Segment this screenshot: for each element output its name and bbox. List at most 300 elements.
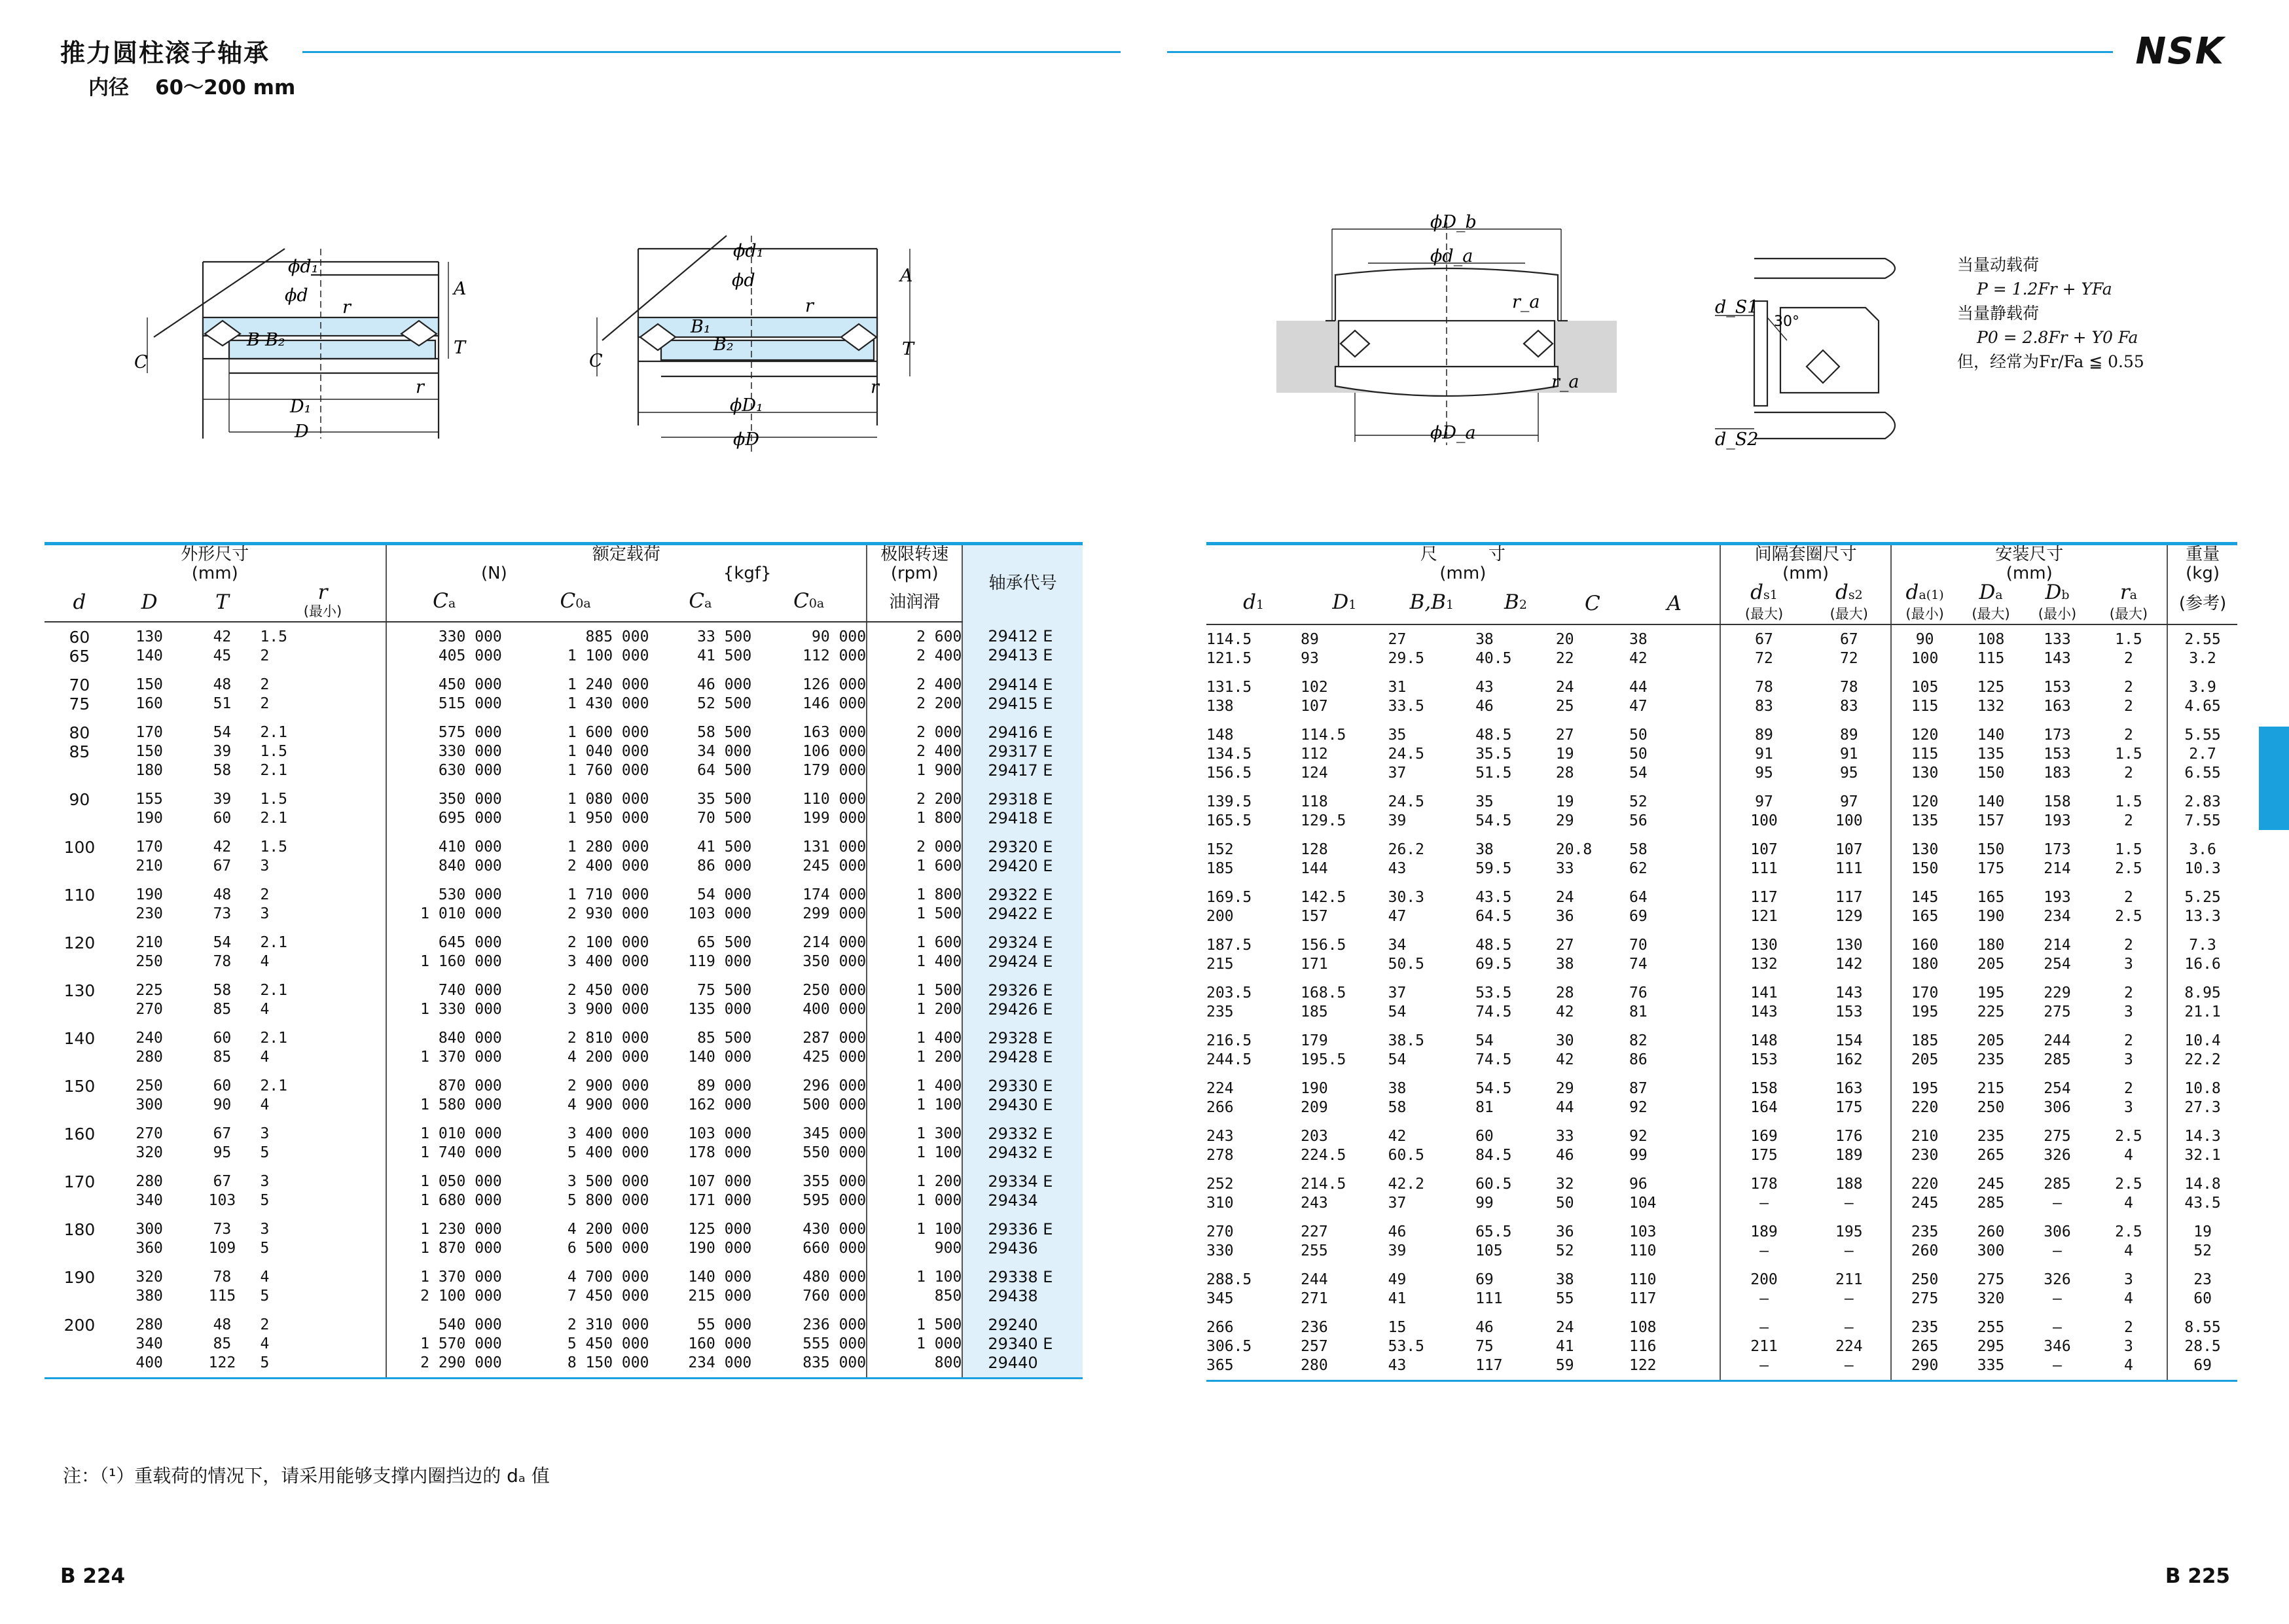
cell-ds1: 130 132 xyxy=(1750,937,1778,973)
dyn-load-formula: P = 1.2Fr + YFa xyxy=(1977,280,2112,298)
cell-c: 24 36 xyxy=(1555,889,1574,925)
header-rule-right xyxy=(1167,51,2113,53)
col-da: da(1) (最小) xyxy=(1891,583,1957,624)
table-row xyxy=(1206,1170,2237,1218)
group-spacer: 间隔套圈尺寸 (mm) xyxy=(1720,544,1892,584)
cell-code: 29330 E 29430 E xyxy=(962,1072,1083,1119)
cell-w: 3.9 4.65 xyxy=(2184,679,2221,715)
cell-rpm: 2 400 2 200 xyxy=(867,670,962,718)
col-C: C xyxy=(1556,583,1629,624)
dim2-r2-label: r xyxy=(871,377,879,397)
cell-ca_n: 1 050 000 1 680 000 xyxy=(420,1173,502,1209)
cell-D: 190 230 xyxy=(135,886,163,922)
cell-r: 1.5 3 xyxy=(260,833,386,880)
spacer-diagram xyxy=(1715,242,1905,458)
cell-c: 20.8 33 xyxy=(1555,841,1593,877)
cell-r: 3 5 xyxy=(260,1119,386,1167)
cell-Db: 244 285 xyxy=(2044,1032,2071,1068)
cell-w: 8.55 28.5 69 xyxy=(2167,1313,2237,1381)
cell-D: 225 270 xyxy=(135,982,163,1018)
dim2-d1-label: ϕd₁ xyxy=(733,241,764,261)
cell-c0a_n: 4 700 000 7 450 000 xyxy=(567,1269,649,1305)
cell-ds2: — 224 — xyxy=(1807,1313,1891,1381)
table-row xyxy=(45,1167,1083,1215)
cell-d1: 203.5 235 xyxy=(1206,984,1252,1020)
dim2-T-label: T xyxy=(902,339,914,359)
cell-ca_n: 740 000 1 330 000 xyxy=(420,982,502,1018)
table-row xyxy=(1206,1122,2237,1170)
cell-b: 46 39 xyxy=(1388,1223,1407,1259)
cell-ca_n: 540 000 1 570 000 2 290 000 xyxy=(386,1310,502,1379)
cell-T: 73 109 xyxy=(208,1221,236,1257)
table-row xyxy=(1206,1218,2237,1265)
cell-d1: 169.5 200 xyxy=(1206,889,1252,925)
cell-Db: 285 — xyxy=(2044,1176,2071,1212)
cell-d: 100 xyxy=(63,838,96,857)
bearing-diagram-2 xyxy=(589,216,929,458)
dim-ds2-label: d_S2 xyxy=(1715,429,1759,450)
cell-a: 87 92 xyxy=(1629,1074,1720,1122)
cell-ds2: 195 — xyxy=(1807,1218,1891,1265)
cell-b: 35 24.5 37 xyxy=(1388,727,1424,782)
cell-ds1: 97 100 xyxy=(1750,793,1778,829)
cell-D: 300 360 xyxy=(135,1221,163,1257)
cell-ds1: 178 — xyxy=(1750,1176,1778,1212)
col-Ca-N: Ca xyxy=(386,583,502,622)
cell-c0a_k: 250 000 400 000 xyxy=(751,976,867,1024)
cell-D1: 203 224.5 xyxy=(1301,1128,1346,1164)
cell-T: 67 103 xyxy=(208,1173,236,1209)
cell-d1: 216.5 244.5 xyxy=(1206,1032,1252,1068)
cell-b2: 43.5 64.5 xyxy=(1475,889,1512,925)
cell-ca_k: 65 500 119 000 xyxy=(688,934,752,970)
cell-ca_n: 1 230 000 1 870 000 xyxy=(420,1221,502,1257)
cell-d: 130 xyxy=(63,981,96,1000)
cell-T: 42 45 xyxy=(213,628,232,664)
dim-ra2-label: r_a xyxy=(1551,372,1579,392)
cell-r: 2.1 4 xyxy=(260,976,386,1024)
cell-c0a_k: 480 000 760 000 xyxy=(751,1263,867,1310)
cell-D1: 168.5 185 xyxy=(1301,984,1346,1020)
cell-a: 58 62 xyxy=(1629,835,1720,883)
table-row xyxy=(1206,721,2237,787)
cell-ds2: 78 83 xyxy=(1807,673,1891,721)
header-rule-left xyxy=(302,51,1121,53)
cell-ca_k: 103 000 178 000 xyxy=(688,1125,752,1161)
dim2-A-label: A xyxy=(900,266,913,286)
cell-a: 103 110 xyxy=(1629,1218,1720,1265)
cell-code: 29326 E 29426 E xyxy=(962,976,1083,1024)
cell-r: 3 5 xyxy=(260,1215,386,1263)
cell-Db: 173 214 xyxy=(2044,841,2071,877)
cell-code: 29318 E 29418 E xyxy=(962,785,1083,833)
dim2-C-label: C xyxy=(589,351,603,371)
cell-d1: 131.5 138 xyxy=(1206,679,1252,715)
cell-b: 24.5 39 xyxy=(1388,793,1424,829)
dim-ds1-label: d_S1 xyxy=(1715,297,1759,317)
cell-d: 150 xyxy=(63,1077,96,1096)
cell-ca_k: 54 000 103 000 xyxy=(688,886,752,922)
cell-ds2: 130 142 xyxy=(1807,931,1891,979)
cell-T: 54 78 xyxy=(213,934,232,970)
section-thumb-tab xyxy=(2259,727,2289,830)
table-row xyxy=(45,976,1083,1024)
cell-c0a_n: 1 080 000 1 950 000 xyxy=(567,791,649,827)
cell-b: 31 33.5 xyxy=(1388,679,1424,715)
cell-a: 96 104 xyxy=(1629,1170,1720,1218)
cell-w: 2.83 7.55 xyxy=(2184,793,2221,829)
table-row xyxy=(45,1072,1083,1119)
cell-ca_n: 450 000 515 000 xyxy=(438,676,502,712)
cell-w: 2.55 3.2 xyxy=(2184,631,2221,667)
cell-T: 54 39 58 xyxy=(213,724,232,779)
cell-D1: 179 195.5 xyxy=(1301,1032,1346,1068)
cell-c: 33 46 xyxy=(1555,1128,1574,1164)
dim-d-label: ϕd xyxy=(285,285,308,306)
cell-a: 108 116 122 xyxy=(1629,1313,1720,1381)
cell-D: 240 280 xyxy=(135,1030,163,1066)
cell-c0a_k: 296 000 500 000 xyxy=(751,1072,867,1119)
cell-w: 10.8 27.3 xyxy=(2184,1080,2221,1116)
col-oil: 油润滑 xyxy=(867,583,962,622)
cell-code: 29336 E 29436 xyxy=(962,1215,1083,1263)
cell-ds2: 117 129 xyxy=(1807,883,1891,931)
table-row xyxy=(45,928,1083,976)
mounting-diagram xyxy=(1276,209,1623,458)
cell-ds1: 200 — xyxy=(1750,1271,1778,1307)
cell-T: 78 115 xyxy=(208,1269,236,1305)
cell-c: 28 42 xyxy=(1555,984,1574,1020)
col-A: A xyxy=(1629,583,1720,624)
cell-ds2: 143 153 xyxy=(1807,979,1891,1026)
cell-ra: 1.5 2 xyxy=(2091,624,2167,673)
cell-ds1: 117 121 xyxy=(1750,889,1778,925)
cell-c0a_n: 1 600 000 1 040 000 1 760 000 xyxy=(567,724,649,779)
cell-D: 170 150 180 xyxy=(135,724,163,779)
cell-ds1: 67 72 xyxy=(1755,631,1773,667)
cell-r: 3 5 xyxy=(260,1167,386,1215)
table-row xyxy=(1206,1074,2237,1122)
cell-b2: 54 74.5 xyxy=(1475,1032,1512,1068)
cell-r: 1.5 2.1 xyxy=(260,785,386,833)
page-subtitle xyxy=(88,71,295,100)
cell-da: 235 265 290 xyxy=(1891,1313,1957,1381)
col-B2: B2 xyxy=(1475,583,1556,624)
dim-d1-label: ϕd₁ xyxy=(288,257,319,277)
cell-T: 58 85 xyxy=(213,982,232,1018)
cell-c0a_k: 430 000 660 000 xyxy=(751,1215,867,1263)
cell-w: 3.6 10.3 xyxy=(2184,841,2221,877)
cell-D: 280 340 xyxy=(135,1173,163,1209)
cell-r: 4 5 xyxy=(260,1263,386,1310)
cell-ds1: 158 164 xyxy=(1750,1080,1778,1116)
cell-ca_n: 575 000 330 000 630 000 xyxy=(438,724,502,779)
stat-load-formula: P0 = 2.8Fr + Y0 Fa xyxy=(1977,328,2138,347)
table-row xyxy=(45,670,1083,718)
cell-Da: 125 132 xyxy=(1977,679,2005,715)
group-speed: 极限转速 (rpm) xyxy=(867,544,962,584)
load-notes xyxy=(1957,253,2144,374)
cell-d: 120 xyxy=(63,933,96,952)
cell-T: 60 90 xyxy=(213,1077,232,1113)
cell-w: 14.8 43.5 xyxy=(2184,1176,2221,1212)
cell-D1: 128 144 xyxy=(1301,841,1328,877)
cell-a: 38 42 xyxy=(1629,624,1720,673)
cell-d1: 148 134.5 156.5 xyxy=(1206,727,1252,782)
cell-c0a_k: 236 000 555 000 835 000 xyxy=(751,1310,867,1379)
cell-rpm: 1 500 1 000 800 xyxy=(867,1310,962,1379)
cell-ca_n: 350 000 695 000 xyxy=(438,791,502,827)
cell-ca_n: 1 010 000 1 740 000 xyxy=(420,1125,502,1161)
cell-b2: 35 54.5 xyxy=(1475,793,1512,829)
cell-w: 23 60 xyxy=(2193,1271,2212,1307)
cell-ra: 1.5 2.5 xyxy=(2091,835,2167,883)
cell-D: 280 340 400 xyxy=(115,1310,185,1379)
cell-d: 60 65 xyxy=(69,628,90,666)
cell-c0a_n: 2 310 000 5 450 000 8 150 000 xyxy=(502,1310,649,1379)
cell-ra: 3 4 xyxy=(2091,1265,2167,1313)
cell-D1: 102 107 xyxy=(1301,679,1328,715)
cell-ds1: 189 — xyxy=(1750,1223,1778,1259)
table-row xyxy=(1206,1313,2237,1381)
dim2-B1-label: B₁ xyxy=(691,317,711,337)
cell-rpm: 1 400 1 100 xyxy=(867,1072,962,1119)
cell-ca_k: 46 000 52 500 xyxy=(697,676,752,712)
cell-a: 50 50 54 xyxy=(1629,721,1720,787)
cell-ca_k: 85 500 140 000 xyxy=(688,1030,752,1066)
cell-b2: 38 40.5 xyxy=(1475,631,1512,667)
cell-b: 38 58 xyxy=(1388,1080,1407,1116)
cell-d: 110 xyxy=(63,886,96,905)
dim-D1-label: D₁ xyxy=(290,397,312,417)
cell-da: 160 180 xyxy=(1911,937,1939,973)
cell-code: 29412 E 29413 E xyxy=(962,622,1083,670)
cell-d1: 266 306.5 365 xyxy=(1206,1313,1301,1381)
cell-w: 19 52 xyxy=(2193,1223,2212,1259)
cell-ca_k: 41 500 86 000 xyxy=(697,839,752,875)
cell-ca_k: 89 000 162 000 xyxy=(688,1077,752,1113)
cell-D: 250 300 xyxy=(135,1077,163,1113)
cell-b: 34 50.5 xyxy=(1388,937,1424,973)
cell-T: 48 51 xyxy=(213,676,232,712)
cell-d: 190 xyxy=(63,1268,96,1287)
cell-ca_k: 140 000 215 000 xyxy=(688,1269,752,1305)
cell-ra: 2.5 4 xyxy=(2091,1170,2167,1218)
cell-ds2: 176 189 xyxy=(1807,1122,1891,1170)
dim-ra-label: r_a xyxy=(1512,292,1540,312)
cell-c0a_n: 1 280 000 2 400 000 xyxy=(567,839,649,875)
cell-a: 64 69 xyxy=(1629,883,1720,931)
cell-ds1: — 211 — xyxy=(1720,1313,1807,1381)
cell-D1: 114.5 112 124 xyxy=(1301,727,1346,782)
cell-da: 145 165 xyxy=(1911,889,1939,925)
cell-ds2: 89 91 95 xyxy=(1807,721,1891,787)
cell-c0a_k: 163 000 106 000 179 000 xyxy=(751,718,867,785)
cell-b2: 53.5 74.5 xyxy=(1475,984,1512,1020)
cell-ra: 2 3 xyxy=(2091,1026,2167,1074)
cell-Da: 195 225 xyxy=(1977,984,2005,1020)
cell-D1: 190 209 xyxy=(1301,1080,1328,1116)
cell-b2: 54.5 81 xyxy=(1475,1080,1512,1116)
cell-D1: 236 257 280 xyxy=(1301,1313,1388,1381)
group-rated-load: 额定载荷 (N) {kgf} xyxy=(386,544,867,584)
cell-code: 29240 29340 E 29440 xyxy=(962,1310,1083,1379)
cell-ca_k: 55 000 160 000 234 000 xyxy=(649,1310,751,1379)
dim-B-label: B xyxy=(247,330,260,350)
cell-da: 235 260 xyxy=(1911,1223,1939,1259)
cell-da: 170 195 xyxy=(1911,984,1939,1020)
cell-w: 10.4 22.2 xyxy=(2184,1032,2221,1068)
table-row xyxy=(45,785,1083,833)
dim-Db-label: ϕD_b xyxy=(1430,212,1477,232)
cell-ra: 2 2.5 xyxy=(2091,883,2167,931)
cell-code: 29334 E 29434 xyxy=(962,1167,1083,1215)
cell-ra: 2 3 xyxy=(2091,1074,2167,1122)
cell-b2: 69 111 xyxy=(1475,1271,1503,1307)
table-row xyxy=(45,1119,1083,1167)
table-row xyxy=(1206,673,2237,721)
dim-r-label: r xyxy=(342,297,351,317)
col-ds1: ds1 (最大) xyxy=(1720,583,1807,624)
table-row xyxy=(45,880,1083,928)
cell-Db: 214 254 xyxy=(2044,937,2071,973)
cell-Da: 255 295 335 xyxy=(1958,1313,2024,1381)
cell-rpm: 1 400 1 200 xyxy=(867,1024,962,1072)
cell-d1: 288.5 345 xyxy=(1206,1271,1252,1307)
cell-c0a_k: 345 000 550 000 xyxy=(751,1119,867,1167)
cell-d1: 243 278 xyxy=(1206,1128,1234,1164)
cell-da: 105 115 xyxy=(1911,679,1939,715)
cell-d1: 139.5 165.5 xyxy=(1206,793,1252,829)
cell-T: 42 67 xyxy=(213,839,232,875)
table-row xyxy=(1206,624,2237,673)
cell-c: 27 38 xyxy=(1555,937,1574,973)
cell-da: 210 230 xyxy=(1911,1128,1939,1164)
cell-Db: 306 — xyxy=(2044,1223,2071,1259)
table-row xyxy=(45,1024,1083,1072)
cell-c0a_n: 2 450 000 3 900 000 xyxy=(567,982,649,1018)
cell-rpm: 2 000 1 600 xyxy=(867,833,962,880)
cell-D1: 156.5 171 xyxy=(1301,937,1346,973)
cell-D1: 227 255 xyxy=(1301,1223,1328,1259)
cell-b2: 46 75 117 xyxy=(1475,1313,1556,1381)
cell-Da: 108 115 xyxy=(1977,631,2005,667)
cell-D: 150 160 xyxy=(135,676,163,712)
cell-Da: 215 250 xyxy=(1977,1080,2005,1116)
cell-ca_k: 107 000 171 000 xyxy=(688,1173,752,1209)
cell-r: 2.1 4 xyxy=(260,928,386,976)
cell-ds2: 67 72 xyxy=(1807,624,1891,673)
cell-da: 250 275 xyxy=(1911,1271,1939,1307)
cell-c0a_k: 214 000 350 000 xyxy=(751,928,867,976)
group-dims: 尺 寸 (mm) xyxy=(1206,544,1720,584)
cell-ds1: 148 153 xyxy=(1750,1032,1778,1068)
cell-Db: 133 143 xyxy=(2044,631,2071,667)
cell-c0a_n: 1 240 000 1 430 000 xyxy=(567,676,649,712)
cell-c: 32 50 xyxy=(1555,1176,1574,1212)
cell-r: 2 4 5 xyxy=(260,1310,386,1379)
cell-D: 270 320 xyxy=(135,1125,163,1161)
cell-d: 80 85 xyxy=(69,723,90,761)
cell-d1: 187.5 215 xyxy=(1206,937,1252,973)
cell-c0a_k: 131 000 245 000 xyxy=(751,833,867,880)
cell-d: 180 xyxy=(63,1220,96,1239)
cell-D: 155 190 xyxy=(135,791,163,827)
col-D1: D1 xyxy=(1301,583,1388,624)
cell-D1: 244 271 xyxy=(1301,1271,1328,1307)
cell-w: 14.3 32.1 xyxy=(2184,1128,2221,1164)
cell-T: 67 95 xyxy=(213,1125,232,1161)
cell-rpm: 1 600 1 400 xyxy=(867,928,962,976)
table-row xyxy=(45,833,1083,880)
cell-ca_n: 530 000 1 010 000 xyxy=(420,886,502,922)
cell-code: 29328 E 29428 E xyxy=(962,1024,1083,1072)
cell-Db: 173 153 183 xyxy=(2044,727,2071,782)
cell-w: 8.95 21.1 xyxy=(2184,984,2221,1020)
cell-w: 7.3 16.6 xyxy=(2184,937,2221,973)
cell-a: 110 117 xyxy=(1629,1265,1720,1313)
subtitle-range: 60～200 mm xyxy=(155,76,296,99)
cell-b2: 48.5 69.5 xyxy=(1475,937,1512,973)
stat-load-title: 当量静载荷 xyxy=(1957,304,2040,323)
cell-Da: 260 300 xyxy=(1977,1223,2005,1259)
cell-c0a_k: 355 000 595 000 xyxy=(751,1167,867,1215)
cell-da: 195 220 xyxy=(1911,1080,1939,1116)
cell-code: 29324 E 29424 E xyxy=(962,928,1083,976)
angle-label: 30° xyxy=(1774,314,1799,330)
cell-d: 200 xyxy=(45,1310,115,1379)
cell-T: 48 73 xyxy=(213,886,232,922)
cell-code: 29338 E 29438 xyxy=(962,1263,1083,1310)
cell-Da: 165 190 xyxy=(1977,889,2005,925)
cell-da: 90 100 xyxy=(1911,631,1939,667)
cell-ds2: 97 100 xyxy=(1807,787,1891,835)
cell-d: 90 xyxy=(69,790,90,809)
cell-Db: 275 326 xyxy=(2044,1128,2071,1164)
subtitle-label: 内径 xyxy=(88,76,129,99)
cell-c0a_n: 2 100 000 3 400 000 xyxy=(567,934,649,970)
cell-code: 29416 E 29317 E 29417 E xyxy=(962,718,1083,785)
group-mounting: 安装尺寸 (mm) xyxy=(1891,544,2167,584)
cell-ra: 2.5 4 xyxy=(2091,1122,2167,1170)
cell-ra: 1.5 2 xyxy=(2091,787,2167,835)
cell-c: 38 55 xyxy=(1555,1271,1574,1307)
cell-c: 30 42 xyxy=(1555,1032,1574,1068)
cell-d: 140 xyxy=(63,1029,96,1048)
col-r: r (最小) xyxy=(260,583,386,622)
dim-r2-label: r xyxy=(416,377,424,397)
cell-d: 160 xyxy=(63,1125,96,1144)
cell-d1: 270 330 xyxy=(1206,1223,1234,1259)
cell-c0a_n: 885 000 1 100 000 xyxy=(567,628,649,664)
cell-Da: 275 320 xyxy=(1977,1271,2005,1307)
table-row xyxy=(1206,787,2237,835)
cell-b: 26.2 43 xyxy=(1388,841,1424,877)
col-d: d xyxy=(45,583,115,622)
cell-ca_k: 125 000 190 000 xyxy=(688,1221,752,1257)
cell-code: 29414 E 29415 E xyxy=(962,670,1083,718)
dyn-load-title: 当量动载荷 xyxy=(1957,255,2040,274)
cell-b: 42 60.5 xyxy=(1388,1128,1424,1164)
cell-Db: 326 — xyxy=(2044,1271,2071,1307)
cell-ca_k: 75 500 135 000 xyxy=(688,982,752,1018)
cell-ds1: 169 175 xyxy=(1750,1128,1778,1164)
cell-ds1: 107 111 xyxy=(1750,841,1778,877)
cell-w: 5.55 2.7 6.55 xyxy=(2184,727,2221,782)
load-condition: 但，经常为Fr/Fa ≦ 0.55 xyxy=(1957,352,2144,371)
cell-ca_n: 645 000 1 160 000 xyxy=(420,934,502,970)
cell-ca_n: 1 370 000 2 100 000 xyxy=(420,1269,502,1305)
